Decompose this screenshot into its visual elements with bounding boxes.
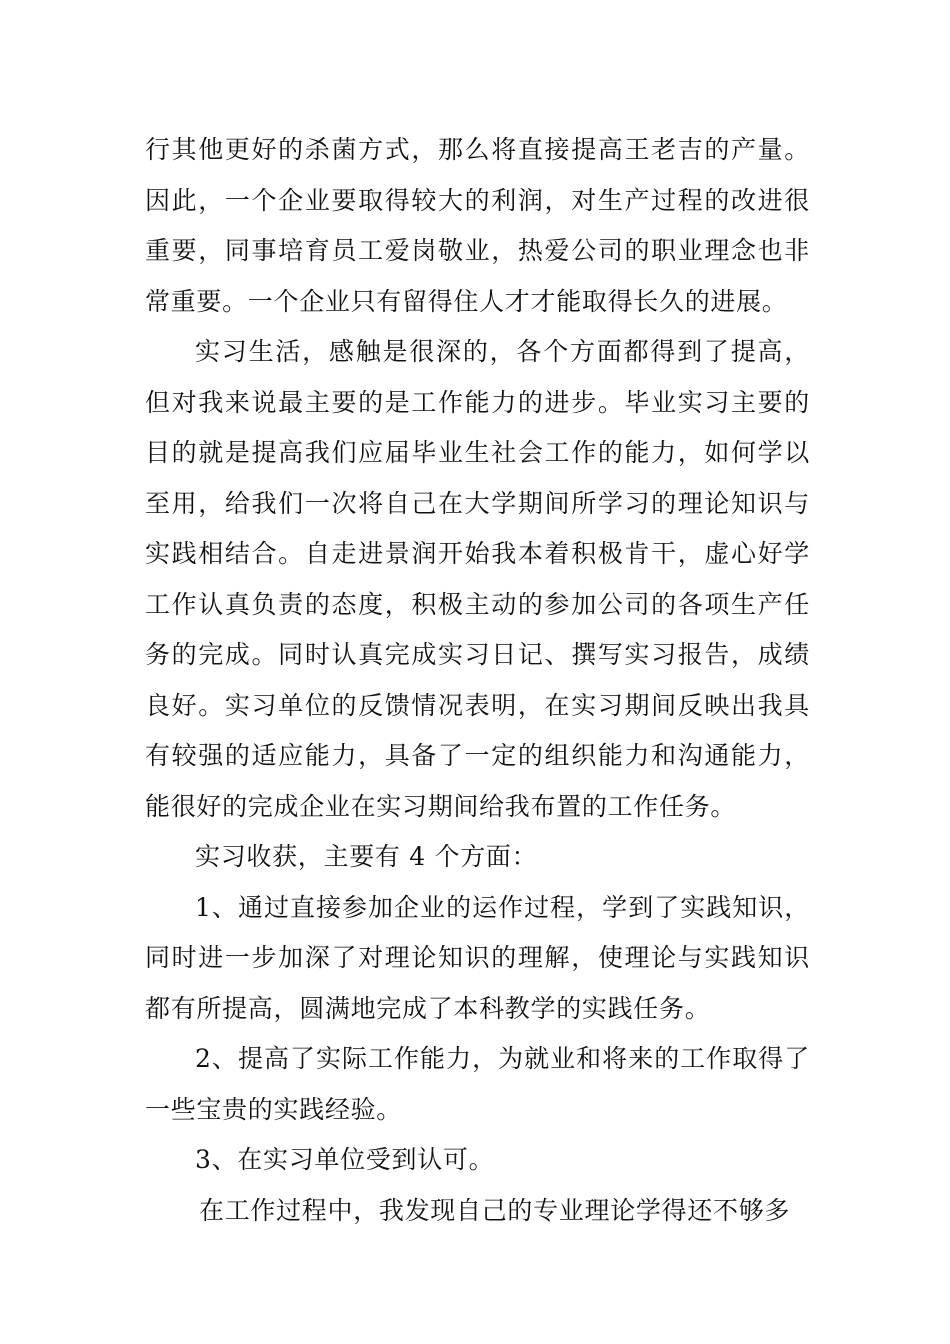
- paragraph-4: 1、通过直接参加企业的运作过程，学到了实践知识，同时进一步加深了对理论知识的理解，使理论与实践知识都有所提高，圆满地完成了本科教学的实践任务。: [145, 892, 810, 1023]
- paragraph-6: 3、在实习单位受到认可。: [195, 1145, 495, 1174]
- paragraph-7: 在工作过程中，我发现自己的专业理论学得还不够多: [199, 1195, 791, 1225]
- paragraph-3: 实习收获，主要有 4 个方面：: [195, 842, 538, 871]
- document-body: [145, 125, 810, 1236]
- paragraph-1: 行其他更好的杀菌方式，那么将直接提高王老吉的产量。因此，一个企业要取得较大的利润，对生产过程的改进很重要，同事培育员工爱岗敬业，热爱公司的职业理念也非常重要。一个企业只有留得住人才才能取得长久的进展。: [145, 135, 810, 316]
- paragraph-5: 2、提高了实际工作能力，为就业和将来的工作取得了一些宝贵的实践经验。: [145, 1044, 810, 1124]
- paragraph-2: 实习生活，感触是很深的，各个方面都得到了提高，但对我来说最主要的是工作能力的进步。毕业实习主要的目的就是提高我们应届毕业生社会工作的能力，如何学以至用，给我们一次将自己在大学期间所学习的理论知识与实践相结合。自走进景润开始我本着积极肯干，虚心好学工作认真负责的态度，积极主动的参加公司的各项生产任务的完成。同时认真完成实习日记、撰写实习报告，成绩良好。实习单位的反馈情况表明，在实习期间反映出我具有较强的适应能力，具备了一定的组织能力和沟通能力，能很好的完成企业在实习期间给我布置的工作任务。: [145, 337, 810, 821]
